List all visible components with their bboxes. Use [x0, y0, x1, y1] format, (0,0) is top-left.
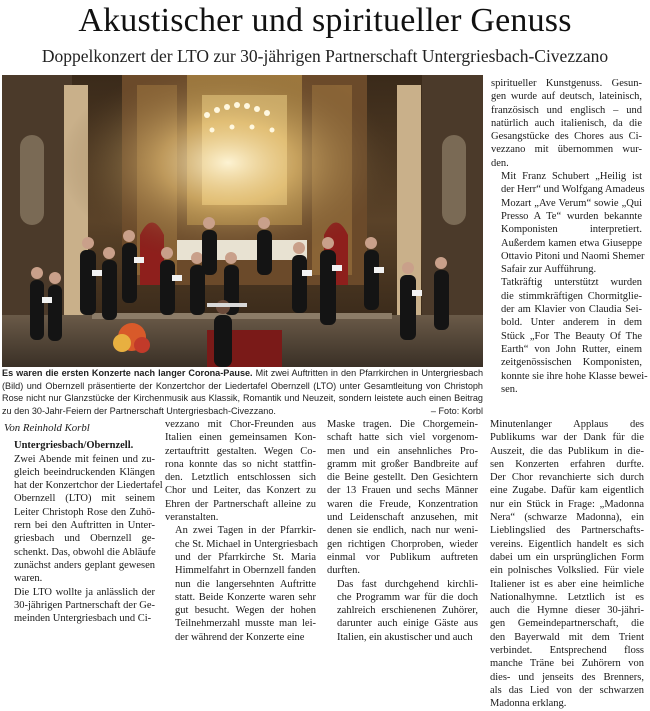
- paragraph: [327, 418, 478, 578]
- text-line: gleich beeindruckenden Klängen: [14, 466, 155, 478]
- byline: Von Reinhold Korbl: [4, 422, 90, 434]
- paragraph: [327, 578, 478, 644]
- paragraph: [165, 418, 316, 524]
- text-line: Mit Franz Schubert „Heilig ist: [501, 171, 642, 183]
- photo-caption: [2, 367, 483, 417]
- text-line: men und ein ansehnliches Pro-: [327, 445, 478, 457]
- text-line: Nera“ (schwarze Madonna), ein: [490, 512, 644, 524]
- text-line: Minutenlanger Applaus des: [490, 419, 644, 430]
- text-line: veranstalten.: [165, 512, 219, 524]
- column-1-body: [4, 439, 163, 625]
- text-line: che Programm war für die doch: [337, 591, 478, 603]
- text-line: und der Pfarrkirche St. Maria: [175, 551, 316, 563]
- text-line: gut besucht. Wegen der hohen: [175, 605, 316, 617]
- text-line: Außerdem kamen etwa Giuseppe: [501, 237, 642, 249]
- text-line: Nationalhymne. Letztlich ist es: [490, 591, 644, 603]
- text-line: Auszeit, die das Publikum in die-: [490, 445, 644, 457]
- text-line: rern bei den Auftritten in Unter-: [14, 520, 155, 532]
- paragraph: [165, 524, 316, 644]
- text-line: konnte sie ihre hohe Klasse bewei-: [501, 370, 648, 382]
- headline: Akustischer und spiritueller Genuss: [78, 2, 572, 39]
- text-line: und Leidenschaft anzusehen, mit: [327, 512, 478, 524]
- text-line: ein polnisches Volkslied. Für viele: [490, 565, 644, 577]
- text-line: darunter auch einige Gäste aus: [337, 618, 478, 630]
- text-line: Safair zur Aufführung.: [501, 264, 597, 276]
- text-line: statt. Beide Konzerte waren sehr: [175, 591, 316, 603]
- text-line: Obernzell (LTO) mit seinem: [14, 493, 155, 505]
- text-line: Presso A Te“ wurden bekannte: [501, 210, 642, 222]
- subheadline: Doppelkonzert der LTO zur 30-jährigen Partnerschaft Untergriesbach-Civezzano: [41, 46, 609, 66]
- text-line: eine Zugabe. Dafür kam eigentlich: [490, 485, 644, 497]
- paragraph: [491, 77, 642, 170]
- text-line: griesbach und Obernzell ge-: [14, 533, 155, 545]
- text-line: vereins. Eigentlich handelt es sich: [490, 538, 644, 550]
- text-line: Tatkräftig unterstützt wurden: [501, 277, 642, 289]
- text-line: zertauftritt gestalten. Wegen Co-: [165, 445, 316, 457]
- text-line: Leiter Christoph Rose den Zuhö-: [14, 506, 155, 518]
- text-line: der während der Konzerte eine: [175, 631, 305, 643]
- text-line: Himmelfahrt in Obernzell fanden: [175, 565, 316, 577]
- text-line: waren die Freude, Konzentration: [327, 498, 478, 510]
- choir-photo: [2, 75, 483, 367]
- text-line: Chor und Leiter, das Konzert zu: [165, 485, 316, 497]
- text-line: verbindet. Entsprechend floss: [490, 645, 644, 657]
- text-line: che St. Michael in Untergriesbach: [175, 538, 318, 550]
- text-line: den. Letztlich entschlossen sich: [165, 472, 316, 484]
- text-line: Gesangstücke des Chores aus Ci-: [491, 131, 642, 143]
- text-line: Stück „For The Beauty Of The: [501, 330, 642, 342]
- text-line: bold. Unter anderem in dem: [501, 317, 642, 329]
- text-line: denen sie endlich, nach nur weni-: [327, 525, 478, 537]
- text-line: vezzano mit Chor-Freunden aus: [165, 419, 316, 430]
- text-line: Ottavio Pitoni und Naomi Shemer: [501, 250, 645, 262]
- column-4: [490, 418, 644, 711]
- text-line: Lieblingslied des Partnerschafts-: [490, 525, 644, 537]
- text-line: gen richtigen Chorproben, wieder: [327, 538, 478, 550]
- paragraph: [491, 170, 645, 276]
- text-line: sen Konzerten erfahren durfte.: [490, 458, 644, 470]
- paragraph: [4, 439, 163, 585]
- text-line: Das fast durchgehend kirchli-: [337, 578, 478, 590]
- text-line: natürlich auch italienisch, da die: [491, 117, 642, 129]
- text-line: nur ein Stück in Frage: „Madonna: [490, 498, 644, 510]
- text-line: die Beine gestellt. Den Gesichtern: [327, 472, 478, 484]
- text-line: Italien, ein akustischer und auch: [337, 631, 473, 643]
- text-line: zahlreich erschienenen Zuhörer,: [337, 605, 478, 617]
- paragraph: [4, 586, 155, 626]
- text-line: Zwei Abende mit feinen und zu-: [14, 453, 155, 465]
- column-2: [165, 418, 316, 644]
- text-line: sen.: [501, 383, 518, 395]
- text-line: dies- und jenseits des Brenners,: [490, 671, 644, 683]
- text-line: dabei um ein ursprünglichen Form: [490, 551, 644, 563]
- text-line: der 13 Frauen und sechs Männer: [327, 485, 478, 497]
- text-line: Publikums war der Dank für die: [490, 432, 644, 444]
- text-line: schenkt. Das, obwohl die Abläufe: [14, 546, 156, 558]
- text-line: Italiener ist es aber eine heimliche: [490, 578, 644, 590]
- text-line: der am Klavier von Claudia Sei-: [501, 304, 642, 316]
- text-line: als das Lied von der schwarzen: [490, 684, 644, 696]
- caption-text: Mit zwei Auftritten in den Pfarrkirchen in Untergriesbach (Bild) und Obernzell präsentierte der Konzertchor der Liedertafel Obernzell (LTO) unter Gesamtleitung von Christoph Rose nicht nur Glanzstücke der Kirchenmusik aus Klassik, Romantik und Neuzeit, sondern leistete auch einen Beitrag zu den 30-Jahr-Feiern der Partnerschaft Untergriesbach-Civezzano.: [2, 368, 483, 416]
- column-1: [4, 418, 163, 625]
- text-line: gramm mit großer Bandbreite auf: [327, 458, 478, 470]
- paragraph: [491, 276, 648, 396]
- column-3: [327, 418, 478, 644]
- right-column: [491, 77, 648, 396]
- text-line: den.: [491, 157, 509, 169]
- text-line: durften.: [327, 565, 360, 577]
- text-line: Komponisten interpretiert.: [501, 224, 642, 236]
- text-line: zunächst anders geplant gewesen: [14, 559, 155, 571]
- text-line: hat der Konzertchor der Liedertafel: [14, 480, 163, 492]
- caption-lead: Es waren die ersten Konzerte nach langer Corona-Pause.: [2, 368, 253, 378]
- text-line: rona konnte das so nicht stattfin-: [165, 458, 316, 470]
- text-line: die stimmkräftigen Chormitglie-: [501, 290, 642, 302]
- text-line: Italien einen gemeinsamen Kon-: [165, 432, 316, 444]
- text-line: auch die Hymne dieser 30-jähri-: [490, 605, 644, 617]
- dateline-line: [4, 439, 155, 452]
- text-line: Mozart „Ave Verum“ sowie „Qui: [501, 197, 642, 209]
- text-line: Madonna erklang.: [490, 698, 567, 710]
- text-line: gen wurde auf deutsch, lateinisch,: [491, 91, 642, 103]
- text-line: der Herr“ und Wolfgang Amadeus: [501, 184, 645, 196]
- text-line: Der Chor revanchierte sich durch: [490, 472, 644, 484]
- text-line: Maske tragen. Die Chorgemein-: [327, 419, 478, 430]
- dateline: Untergriesbach/Obernzell.: [14, 440, 134, 452]
- text-line: An zwei Tagen in der Pfarrkir-: [175, 525, 316, 537]
- text-line: französisch und englisch – und: [491, 104, 642, 116]
- text-line: Ehren der Partnerschaft alleine zu: [165, 498, 316, 510]
- text-line: 30-jährigen Partnerschaft der Ge-: [14, 599, 155, 611]
- text-line: einmal vor Publikum auftreten: [327, 551, 478, 563]
- text-line: Die LTO wollte ja anlässlich der: [14, 586, 155, 598]
- text-line: waren.: [14, 573, 43, 585]
- text-line: nun die langersehnten Auftritte: [175, 578, 316, 590]
- text-line: Earth“ von John Rutter, einem: [501, 343, 642, 355]
- text-line: manche Träne bei Zuhörern von: [490, 658, 644, 670]
- text-line: meinden Untergriesbach und Ci-: [14, 613, 152, 625]
- photo-credit: – Foto: Korbl: [430, 405, 483, 416]
- text-line: den Bayerwald mit dem Trient: [490, 631, 644, 643]
- text-line: zeitgenössischen Komponisten,: [501, 357, 642, 369]
- text-line: gen Gemeindepartnerschaft, die: [490, 618, 644, 630]
- text-line: schaft hatte sich viel vorgenom-: [327, 432, 478, 444]
- paragraph: [490, 418, 644, 711]
- text-line: spiritueller Kunstgenuss. Gesun-: [491, 78, 642, 89]
- text-line: Teilnehmerzahl musste man lei-: [175, 618, 316, 630]
- text-line: vezzano mit übernommen wur-: [491, 144, 642, 156]
